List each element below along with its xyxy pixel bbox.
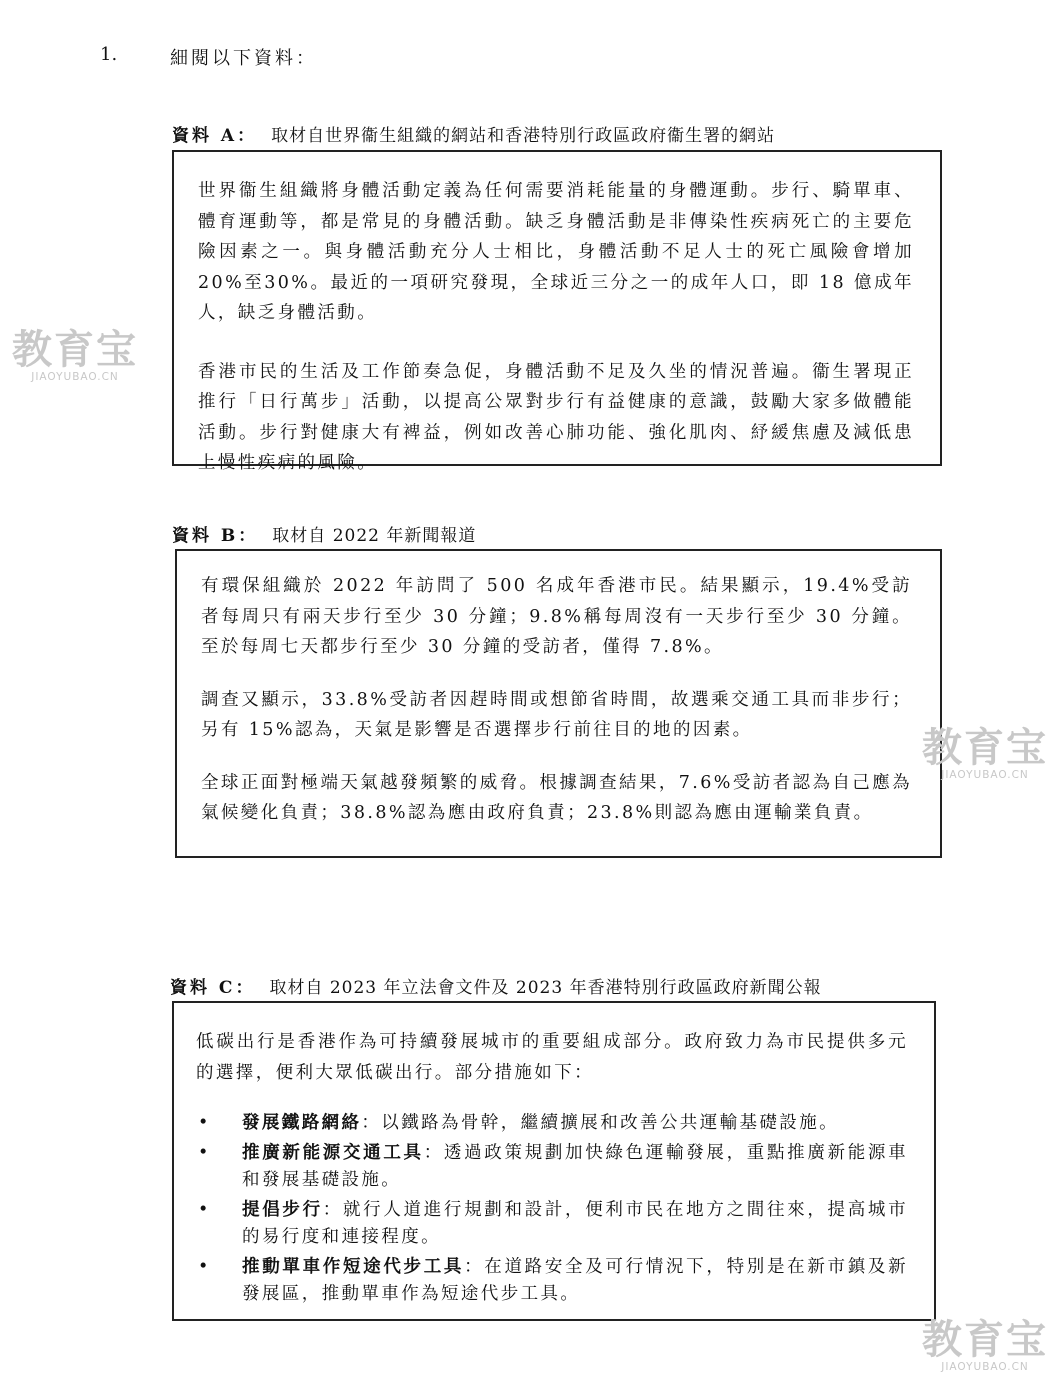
watermark-logo xyxy=(922,1317,1048,1373)
measure-desc: ：透過政策規劃加快綠色運輸發展，重點推廣新能源車和發展基礎設施。 xyxy=(242,1142,908,1190)
source-b-title: 取材自 2022 年新聞報道 xyxy=(272,526,477,546)
source-a-heading xyxy=(172,121,775,146)
source-b-paragraph-1: 有環保組織於 2022 年訪問了 500 名成年香港市民。結果顯示，19.4%受訪者每周只有兩天步行至少 30 分鐘；9.8%稱每周沒有一天步行至少 30 分鐘。至於每周七天都步行至少 30 分鐘的受訪者，僅得 7.8%。 xyxy=(201,576,912,657)
measure-desc: ：以鐵路為骨幹，繼續擴展和改善公共運輸基礎設施。 xyxy=(361,1113,840,1133)
list-item xyxy=(196,1254,908,1309)
watermark-logo xyxy=(922,725,1048,781)
watermark-cn: 教育宝 xyxy=(922,725,1048,771)
watermark-en: JIAOYUBAO.CN xyxy=(941,1361,1029,1373)
source-a-paragraph-2: 香港市民的生活及工作節奏急促，身體活動不足及久坐的情況普遍。衞生署現正推行「日行萬步」活動，以提高公眾對步行有益健康的意識，鼓勵大家多做體能活動。步行對健康大有裨益，例如改善心肺功能、強化肌肉、紓緩焦慮及減低患上慢性疾病的風險。 xyxy=(198,361,914,473)
source-c-intro: 低碳出行是香港作為可持續發展城市的重要組成部分。政府致力為市民提供多元的選擇，便利大眾低碳出行。部分措施如下： xyxy=(196,1032,908,1083)
measure-desc: ：就行人道進行規劃和設計，便利市民在地方之間往來，提高城市的易行度和連接程度。 xyxy=(242,1199,908,1247)
measure-term: 發展鐵路網絡 xyxy=(242,1113,362,1133)
measures-list xyxy=(196,1110,908,1309)
source-b-label: 資料 B： xyxy=(172,526,259,546)
source-b-paragraph-3: 全球正面對極端天氣越發頻繁的威脅。根據調查結果，7.6%受訪者認為自己應為氣候變化負責；38.8%認為應由政府負責；23.8%則認為應由運輸業負責。 xyxy=(201,772,912,823)
source-a-title: 取材自世界衞生組織的網站和香港特別行政區政府衞生署的網站 xyxy=(271,126,776,146)
measure-term: 提倡步行 xyxy=(242,1199,323,1220)
source-a-box xyxy=(172,150,942,473)
watermark-en: JIAOYUBAO.CN xyxy=(941,769,1029,781)
list-item xyxy=(196,1140,908,1195)
list-item xyxy=(196,1197,908,1252)
bullet-icon: • xyxy=(198,1113,211,1133)
source-b-heading xyxy=(172,521,476,546)
source-b-box xyxy=(175,549,942,858)
watermark-cn: 教育宝 xyxy=(12,327,138,373)
watermark-cn: 教育宝 xyxy=(922,1317,1048,1363)
bullet-icon: • xyxy=(198,1142,211,1163)
measure-term: 推動單車作短途代步工具 xyxy=(242,1256,465,1277)
bullet-icon: • xyxy=(198,1256,211,1277)
source-c-box xyxy=(172,1001,936,1321)
source-c-title: 取材自 2023 年立法會文件及 2023 年香港特別行政區政府新聞公報 xyxy=(269,978,822,998)
list-item xyxy=(196,1110,908,1138)
source-a-paragraph-1: 世界衞生組織將身體活動定義為任何需要消耗能量的身體運動。步行、騎單車、體育運動等，都是常見的身體活動。缺乏身體活動是非傳染性疾病死亡的主要危險因素之一。與身體活動充分人士相比，身體活動不足人士的死亡風險會增加 20%至30%。最近的一項研究發現，全球近三分之一的成年人口，即 18 億成年人，缺乏身體活動。 xyxy=(198,181,914,323)
measure-term: 推廣新能源交通工具 xyxy=(242,1142,424,1163)
watermark-en: JIAOYUBAO.CN xyxy=(31,371,119,383)
source-c-heading xyxy=(170,973,822,998)
question-intro: 細閱以下資料： xyxy=(170,48,317,69)
question-number: 1. xyxy=(100,44,118,65)
measure-desc: ：在道路安全及可行情況下，特別是在新市鎮及新發展區，推動單車作為短途代步工具。 xyxy=(242,1256,908,1304)
watermark-logo xyxy=(12,327,138,383)
source-b-paragraph-2: 調查又顯示，33.8%受訪者因趕時間或想節省時間，故選乘交通工具而非步行；另有 15%認為，天氣是影響是否選擇步行前往目的地的因素。 xyxy=(201,689,912,740)
source-a-label: 資料 A： xyxy=(172,126,258,146)
bullet-icon: • xyxy=(198,1199,211,1220)
source-c-label: 資料 C： xyxy=(170,978,256,998)
